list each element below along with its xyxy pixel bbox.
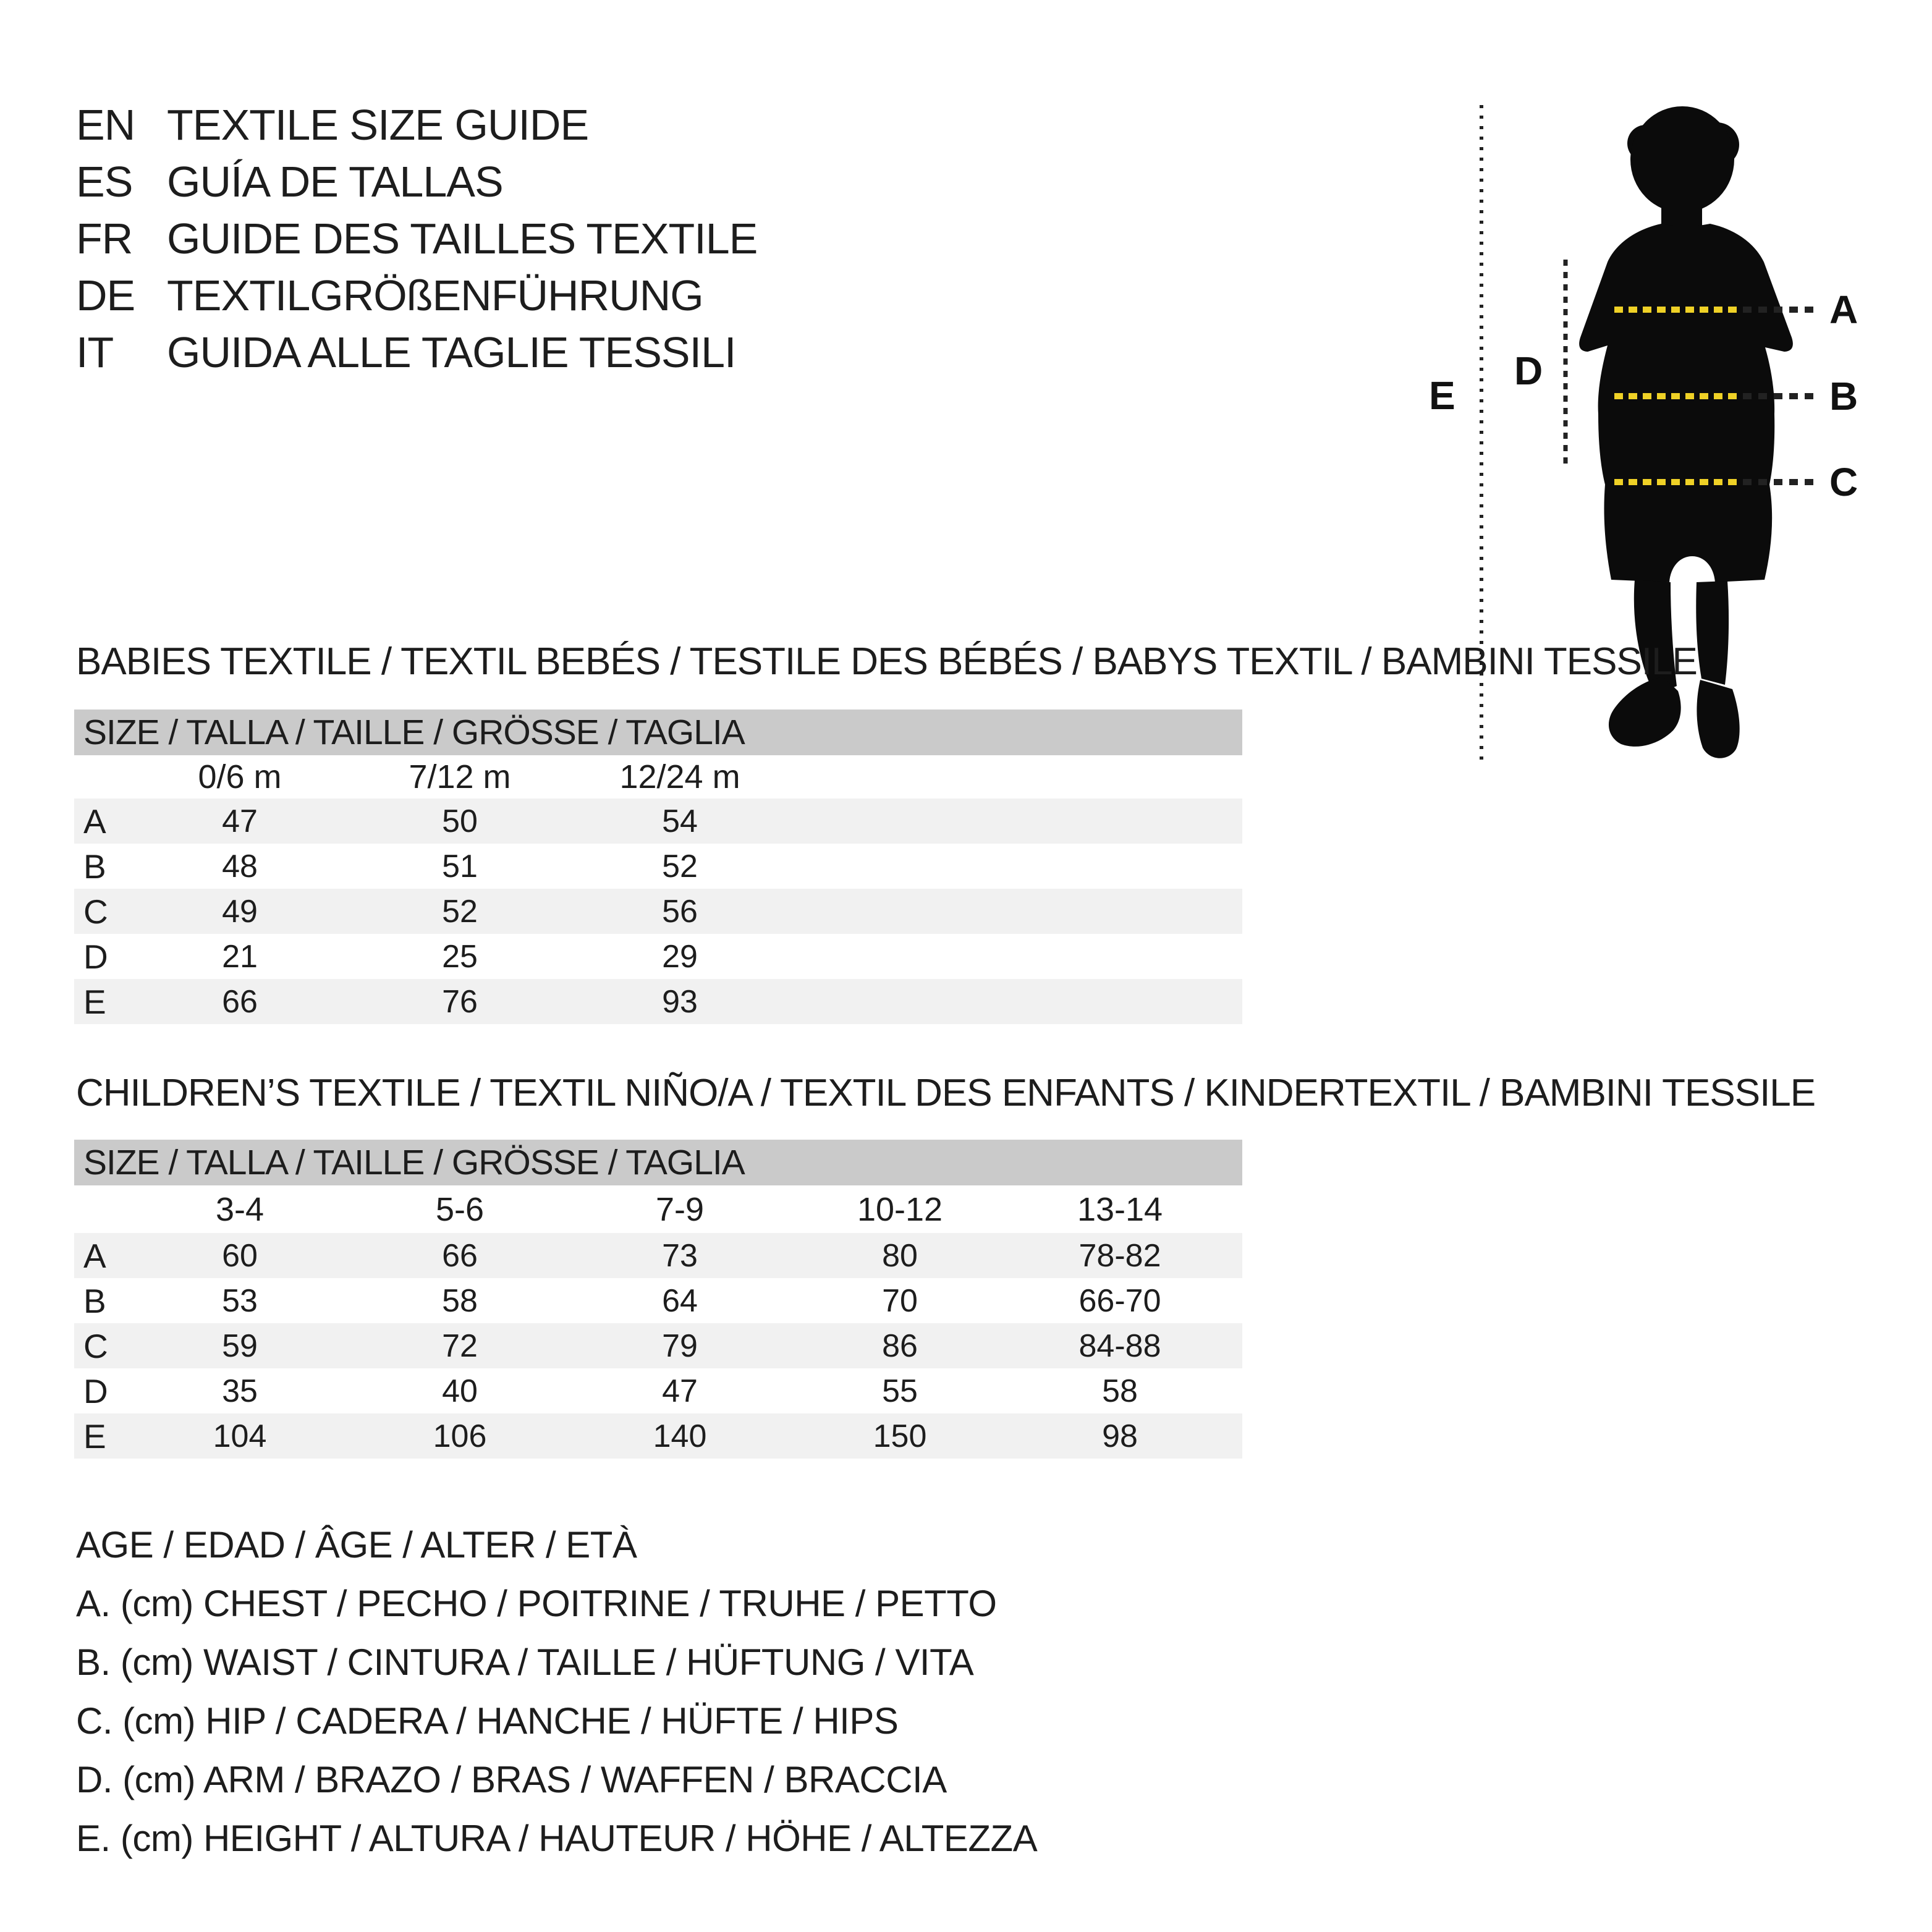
column-header: 0/6 m bbox=[198, 758, 282, 795]
children-section-title: CHILDREN’S TEXTILE / TEXTIL NIÑO/A / TEXTIL DES ENFANTS / KINDERTEXTIL / BAMBINI TESSILE bbox=[76, 1072, 1816, 1114]
language-row bbox=[76, 267, 757, 324]
children-column-header-row bbox=[74, 1185, 1242, 1233]
babies-size-header-bar bbox=[74, 710, 1242, 755]
table-cell: 93 bbox=[662, 983, 698, 1020]
table-cell: 58 bbox=[442, 1282, 478, 1319]
table-cell: 66 bbox=[442, 1237, 478, 1274]
table-cell: 84-88 bbox=[1078, 1328, 1161, 1364]
babies-size-table bbox=[74, 710, 1242, 1024]
column-header: 13-14 bbox=[1077, 1190, 1163, 1228]
label-arm-d: D bbox=[1514, 349, 1543, 393]
language-title: GUIDE DES TAILLES TEXTILE bbox=[167, 214, 758, 263]
language-row bbox=[76, 210, 757, 267]
table-row bbox=[74, 1323, 1242, 1368]
table-cell: 35 bbox=[222, 1373, 258, 1409]
table-cell: 55 bbox=[882, 1373, 918, 1409]
table-cell: 60 bbox=[222, 1237, 258, 1274]
table-cell: 70 bbox=[882, 1282, 918, 1319]
table-cell: 29 bbox=[662, 938, 698, 975]
size-header-text: SIZE / TALLA / TAILLE / GRÖSSE / TAGLIA bbox=[83, 713, 745, 752]
language-code: EN bbox=[76, 101, 135, 149]
table-row bbox=[74, 1368, 1242, 1413]
table-row bbox=[74, 889, 1242, 934]
legend-hip-line: C. (cm) HIP / CADERA / HANCHE / HÜFTE / HIPS bbox=[76, 1700, 899, 1742]
table-cell: 58 bbox=[1102, 1373, 1138, 1409]
children-size-table bbox=[74, 1140, 1242, 1459]
language-title: GUIDA ALLE TAGLIE TESSILI bbox=[167, 328, 736, 376]
table-row bbox=[74, 934, 1242, 979]
language-title-list bbox=[76, 96, 757, 381]
table-cell: 106 bbox=[433, 1418, 487, 1454]
language-title: TEXTILE SIZE GUIDE bbox=[167, 101, 589, 149]
language-title: TEXTILGRÖßENFÜHRUNG bbox=[167, 271, 703, 320]
table-cell: 140 bbox=[653, 1418, 707, 1454]
label-hip-c: C bbox=[1829, 460, 1858, 504]
children-size-header-bar bbox=[74, 1140, 1242, 1185]
language-row bbox=[76, 96, 757, 153]
row-label: E bbox=[83, 1417, 106, 1455]
legend-waist-line: B. (cm) WAIST / CINTURA / TAILLE / HÜFTUNG / VITA bbox=[76, 1642, 974, 1683]
table-row bbox=[74, 1413, 1242, 1459]
column-header: 10-12 bbox=[857, 1190, 943, 1228]
column-header: 7/12 m bbox=[409, 758, 511, 795]
table-cell: 80 bbox=[882, 1237, 918, 1274]
column-header: 7-9 bbox=[655, 1190, 705, 1228]
table-cell: 72 bbox=[442, 1328, 478, 1364]
row-label: D bbox=[83, 937, 108, 976]
table-cell: 86 bbox=[882, 1328, 918, 1364]
table-cell: 47 bbox=[222, 803, 258, 839]
language-code: DE bbox=[76, 271, 135, 320]
table-cell: 48 bbox=[222, 848, 258, 884]
row-label: B bbox=[83, 1281, 106, 1320]
table-cell: 25 bbox=[442, 938, 478, 975]
legend-age-line: AGE / EDAD / ÂGE / ALTER / ETÀ bbox=[76, 1524, 637, 1566]
language-title: GUÍA DE TALLAS bbox=[167, 158, 503, 206]
table-cell: 64 bbox=[662, 1282, 698, 1319]
label-height-e: E bbox=[1429, 373, 1455, 418]
column-header: 12/24 m bbox=[619, 758, 740, 795]
row-label: D bbox=[83, 1371, 108, 1410]
language-code: IT bbox=[76, 328, 114, 376]
row-label: A bbox=[83, 1236, 106, 1275]
table-cell: 98 bbox=[1102, 1418, 1138, 1454]
table-row bbox=[74, 844, 1242, 889]
table-cell: 52 bbox=[662, 848, 698, 884]
table-cell: 66-70 bbox=[1078, 1282, 1161, 1319]
language-code: FR bbox=[76, 214, 133, 263]
table-cell: 150 bbox=[873, 1418, 927, 1454]
row-label: C bbox=[83, 892, 108, 931]
table-cell: 50 bbox=[442, 803, 478, 839]
legend-chest-line: A. (cm) CHEST / PECHO / POITRINE / TRUHE / PETTO bbox=[76, 1583, 997, 1624]
table-cell: 76 bbox=[442, 983, 478, 1020]
table-cell: 56 bbox=[662, 893, 698, 930]
size-header-text: SIZE / TALLA / TAILLE / GRÖSSE / TAGLIA bbox=[83, 1143, 745, 1182]
row-label: B bbox=[83, 847, 106, 886]
row-label: A bbox=[83, 802, 106, 841]
table-row bbox=[74, 1233, 1242, 1278]
table-cell: 21 bbox=[222, 938, 258, 975]
table-row bbox=[74, 1278, 1242, 1323]
table-cell: 104 bbox=[213, 1418, 267, 1454]
table-cell: 53 bbox=[222, 1282, 258, 1319]
column-header: 5-6 bbox=[435, 1190, 485, 1228]
label-chest-a: A bbox=[1829, 287, 1858, 332]
babies-column-header-row bbox=[74, 755, 1242, 799]
table-cell: 66 bbox=[222, 983, 258, 1020]
table-cell: 54 bbox=[662, 803, 698, 839]
legend-arm-line: D. (cm) ARM / BRAZO / BRAS / WAFFEN / BRACCIA bbox=[76, 1759, 947, 1800]
language-row bbox=[76, 153, 757, 210]
table-row bbox=[74, 979, 1242, 1024]
table-cell: 59 bbox=[222, 1328, 258, 1364]
language-row bbox=[76, 324, 757, 381]
row-label: E bbox=[83, 982, 106, 1021]
babies-section-title: BABIES TEXTILE / TEXTIL BEBÉS / TESTILE DES BÉBÉS / BABYS TEXTIL / BAMBINI TESSILE bbox=[76, 640, 1697, 683]
row-label: C bbox=[83, 1326, 108, 1365]
table-cell: 40 bbox=[442, 1373, 478, 1409]
table-cell: 51 bbox=[442, 848, 478, 884]
measurement-legend bbox=[76, 1515, 1037, 1868]
table-cell: 73 bbox=[662, 1237, 698, 1274]
language-code: ES bbox=[76, 158, 133, 206]
label-waist-b: B bbox=[1829, 374, 1858, 418]
table-cell: 52 bbox=[442, 893, 478, 930]
column-header: 3-4 bbox=[215, 1190, 265, 1228]
table-row bbox=[74, 799, 1242, 844]
table-cell: 79 bbox=[662, 1328, 698, 1364]
table-cell: 49 bbox=[222, 893, 258, 930]
table-cell: 47 bbox=[662, 1373, 698, 1409]
legend-height-line: E. (cm) HEIGHT / ALTURA / HAUTEUR / HÖHE / ALTEZZA bbox=[76, 1818, 1038, 1859]
table-cell: 78-82 bbox=[1078, 1237, 1161, 1274]
